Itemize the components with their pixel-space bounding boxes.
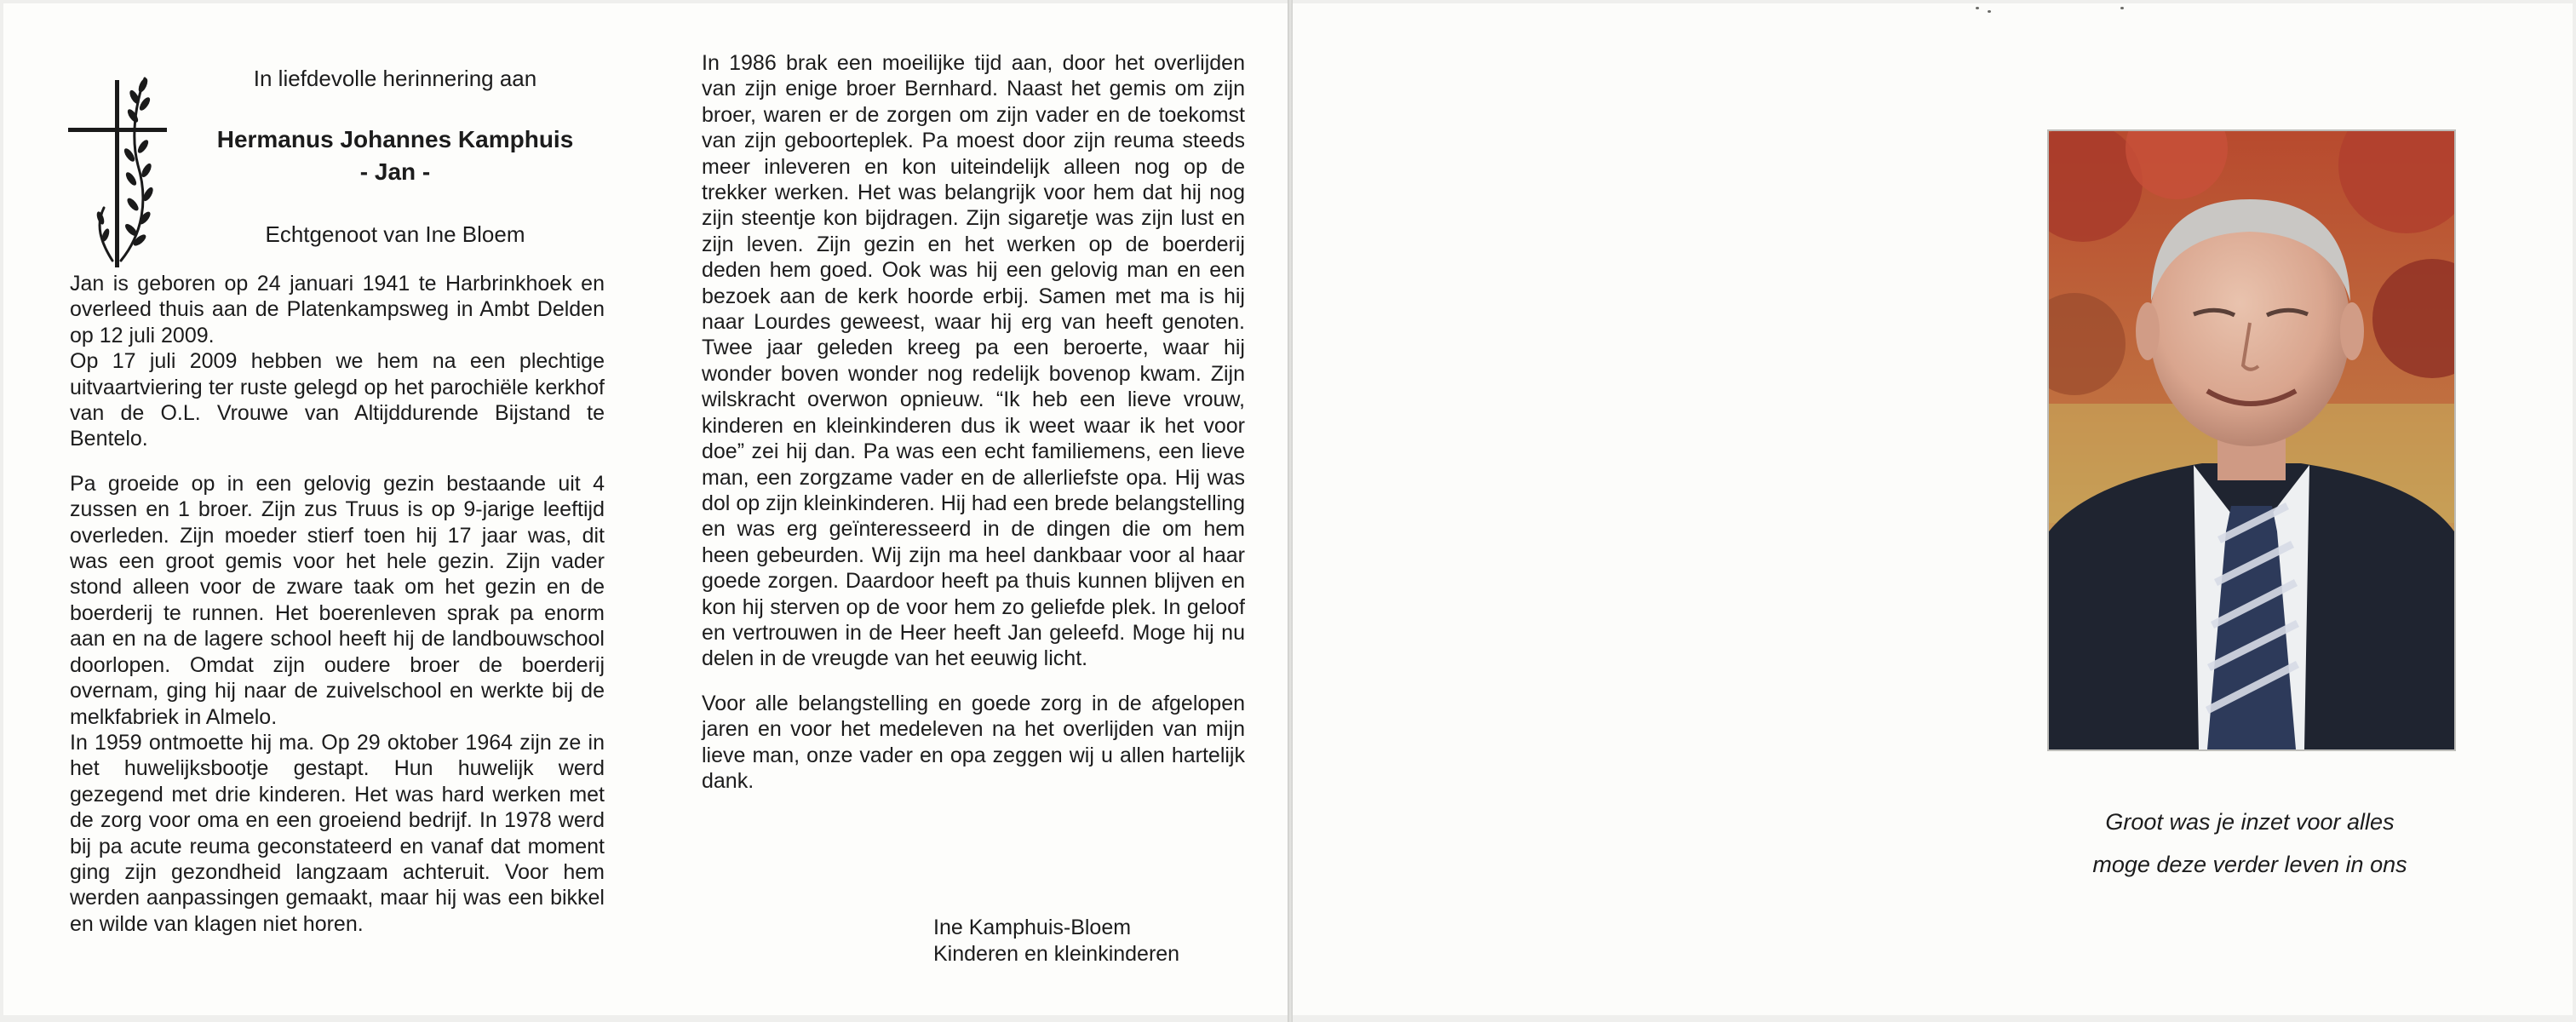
portrait-image	[2049, 131, 2454, 749]
header-block	[199, 63, 591, 250]
portrait-photo	[2047, 129, 2456, 751]
memory-line: In liefdevolle herinnering aan	[253, 66, 537, 91]
paper-speck	[2120, 7, 2124, 9]
deceased-nickname: - Jan -	[359, 158, 431, 185]
paragraph-gap	[70, 452, 605, 471]
paragraph-gap	[702, 672, 1245, 691]
signature-block	[933, 915, 1179, 967]
paper-speck	[1976, 7, 1979, 9]
left-panel	[3, 3, 1288, 1015]
paragraph-later-life: In 1986 brak een moeilijke tijd aan, door het overlijden van zijn enige broer Bernhard. Naast het gemis om zijn broer, waren er de zorgen om zijn vader en de toekomst van zijn geboorteplek. Pa moest door zijn reuma steeds meer inleveren en kon uiteindelijk alleen nog op de trekker werken. Het was belangrijk voor hem dat hij nog zijn steentje kon bijdragen. Zijn sigaretje was zijn lust en zijn leven. Zijn gezin en het werken op de boerderij deden hem goed. Ook was hij een gelovig man en een bezoek aan de kerk hoorde erbij. Samen met ma is hij naar Lourdes geweest, waar hij erg van heeft genoten. Twee jaar geleden kreeg pa een beroerte, waar hij wonder boven wonder nog redelijk bovenop kwam. Zijn wilskracht overwon opnieuw. “Ik heb een lieve vrouw, kinderen en kleinkinderen dus ik weet waar ik het voor doe” zei hij dan. Pa was een echt familiemens, een lieve man, een zorgzame vader en de allerliefste opa. Hij was dol op zijn kleinkinderen. Hij had een brede belangstelling en was erg geïnteresseerd in de dingen die om hem heen gebeurden. Wij zijn ma heel dankbaar voor al haar goede zorgen. Daardoor heeft pa thuis kunnen blijven en kon hij sterven op de voor hem zo geliefde plek. In geloof en vertrouwen in de Heer heeft Jan geleefd. Moge hij nu delen in de vreugde van het eeuwig licht.	[702, 51, 1245, 671]
deceased-name: Hermanus Johannes Kamphuis	[216, 126, 574, 152]
biography-column-right	[702, 50, 1245, 794]
quote-line-2: moge deze verder leven in ons	[2092, 852, 2407, 877]
quote-line-1: Groot was je inzet voor alles	[2105, 809, 2395, 835]
signature-family: Kinderen en kleinkinderen	[933, 942, 1180, 966]
paragraph-marriage: In 1959 ontmoette hij ma. Op 29 oktober 1964 zijn ze in het huwelijksbootje gestapt. Hun huwelijk werd gezegend met drie kinderen. Het was hard werken met de zorg voor oma en een groeiend bedrijf. In 1978 werd bij pa acute reuma geconstateerd en vanaf dat moment ging zijn gezondheid langzaam achteruit. Voor hem werden aanpassingen gemaakt, maar hij was een bikkel en wilde van klagen niet horen.	[70, 730, 605, 936]
signature-widow: Ine Kamphuis-Bloem	[933, 916, 1132, 939]
paragraph-birth-death: Jan is geboren op 24 januari 1941 te Harbrinkhoek en overleed thuis aan de Platenkampsweg in Ambt Delden op 12 juli 2009.	[70, 272, 605, 347]
memorial-quote	[2010, 801, 2490, 886]
paragraph-childhood: Pa groeide op in een gelovig gezin bestaande uit 4 zussen en 1 broer. Zijn zus Truus is op 9-jarige leeftijd overleden. Zijn moeder stierf toen hij 17 jaar was, dit was een groot gemis voor het hele gezin. Zijn vader stond alleen voor de zware taak om het gezin en de boerderij te runnen. Het boerenleven sprak pa enorm aan en na de lagere school heeft hij de landbouwschool doorlopen. Omdat zijn oudere broer de boerderij overnam, ging hij naar de zuivelschool en werkte bij de melkfabriek in Almelo.	[70, 471, 605, 729]
paragraph-thanks: Voor alle belangstelling en goede zorg in de afgelopen jaren en voor het medeleven na het overlijden van mijn lieve man, onze vader en opa zeggen wij u allen hartelijk dank.	[702, 691, 1245, 793]
paragraph-funeral: Op 17 juli 2009 hebben we hem na een plechtige uitvaartviering ter ruste gelegd op het parochiële kerkhof van de O.L. Vrouwe van Altijddurende Bijstand te Bentelo.	[70, 349, 605, 451]
biography-column-left	[70, 271, 605, 937]
paper-speck	[1988, 10, 1991, 13]
spouse-line: Echtgenoot van Ine Bloem	[265, 221, 525, 247]
cross-with-wheat-icon	[66, 72, 169, 269]
